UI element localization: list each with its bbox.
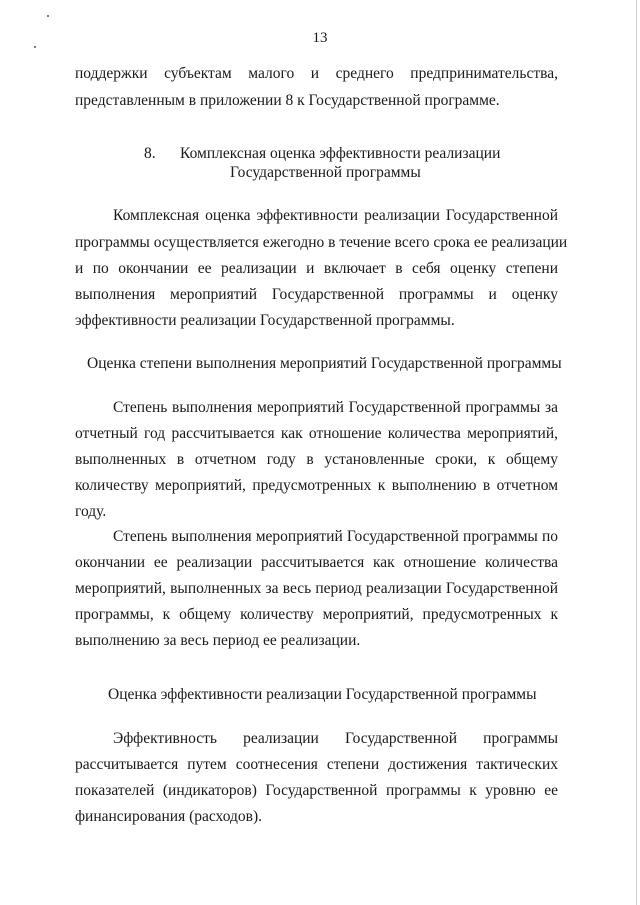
scan-speck — [47, 15, 49, 17]
para1-line-3: и по окончании ее реализации и включает в себя оценку степени — [75, 260, 558, 277]
para1-line-1: Комплексная оценка эффективности реализации Государственной — [113, 207, 558, 224]
para2-line-4: количеству мероприятий, предусмотренных к выполнению в отчетном — [75, 477, 558, 494]
para4-line-3: показателей (индикаторов) Государственной программы к уровню ее — [75, 782, 558, 799]
section-title-line-1: Комплексная оценка эффективности реализации — [180, 145, 501, 162]
intro-line-1: поддержки субъектам малого и среднего предпринимательства, — [75, 65, 558, 82]
para1-line-4: выполнения мероприятий Государственной программы и оценку — [75, 286, 558, 303]
para2-line-2: отчетный год рассчитывается как отношение количества мероприятий, — [75, 425, 558, 442]
para4-line-2: рассчитывается путем соотнесения степени достижения тактических — [75, 756, 558, 773]
page-number: 13 — [312, 30, 328, 46]
para3-line-1: Степень выполнения мероприятий Государственной программы по — [113, 528, 558, 545]
para2-line-1: Степень выполнения мероприятий Государственной программы за — [113, 399, 558, 416]
para1-line-2: программы осуществляется ежегодно в течение всего срока ее реализации — [75, 234, 568, 251]
para3-line-4: программы, к общему количеству мероприятий, предусмотренных к — [75, 606, 558, 623]
para3-line-2: окончании ее реализации рассчитывается как отношение количества — [75, 554, 558, 571]
para3-line-5: выполнению за весь период ее реализации. — [75, 632, 361, 649]
intro-line-2: представленным в приложении 8 к Государственной программе. — [75, 92, 500, 109]
scan-edge-line — [636, 0, 637, 905]
para4-line-1: Эффективность реализации Государственной программы — [113, 730, 558, 747]
subheading-efficiency: Оценка эффективности реализации Государственной программы — [108, 686, 537, 703]
subheading-completion: Оценка степени выполнения мероприятий Государственной программы — [87, 355, 562, 372]
para2-line-5: году. — [75, 503, 107, 520]
para1-line-5: эффективности реализации Государственной программы. — [75, 312, 455, 329]
section-number: 8. — [144, 145, 156, 162]
para4-line-4: финансирования (расходов). — [75, 808, 262, 825]
para3-line-3: мероприятий, выполненных за весь период реализации Государственной — [75, 580, 558, 597]
section-title-line-2: Государственной программы — [230, 164, 421, 181]
para2-line-3: выполненных в отчетном году в установленные сроки, к общему — [75, 451, 558, 468]
